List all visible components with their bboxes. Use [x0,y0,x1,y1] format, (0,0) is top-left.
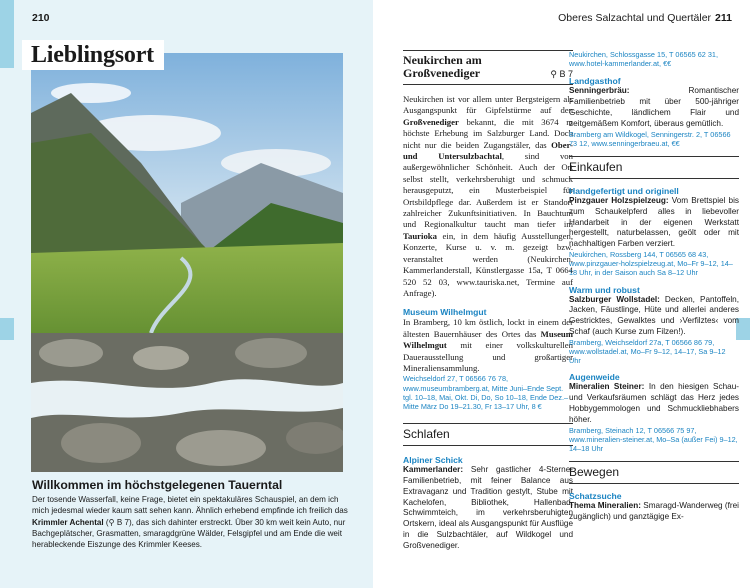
text: Neukirchen ist vor allem unter Bergsteigern als Ausgangspunkt für Gipfelstürme auf den [403,94,573,116]
text: Vom Brettspiel bis zum Schaukelpferd alles in liebevoller Handarbeit in der eigenen Werkstatt hergestellt, naturbelassen, geölt oder mit nachhaltigen Farben verziert. [569,196,739,249]
text: Decken, Pantoffeln, Jacken, Fäustlinge, Hüte und allerlei anderes Gestricktes, Gewalktes und ›Verfilztes‹ vom Schaf (auch Kurse zum Filzen!). [569,294,739,336]
bold-text: Ober- und Untersulzbachtal [403,139,573,162]
hotel-address: Neukirchen, Schlossgasse 15, T 06565 62 31, www.hotel-kammerlander.at, €€ [569,50,719,69]
article-heading: Willkommen im höchstgelegenen Tauerntal [32,478,283,492]
museum-title: Museum Wilhelmgut [403,307,487,318]
bold-text: Salzburger Wollstadel: [569,294,660,304]
text: ein, in dem häufig Ausstellungen, Konzerte, Kurse u. v. m. gezeigt bzw. veranstaltet werden (Neukirchen, Kammerlanderstall, Künstlergasse 15a, T 0664 520 52 03, www.tauriska.net, Termine auf Anfrage). [403,230,573,298]
bold-text: Mineralien Steiner: [569,382,645,392]
bold-text: Senningerbräu: [569,86,630,96]
bold-text: Kammerlander: [403,465,464,475]
map-ref: B 7 [116,517,129,527]
shop-address: Neukirchen, Rossberg 144, T 06565 68 43, www.pinzgauer-holzspielzeug.at, Mo–Fr 9–12, 14–18 Uhr, in der Saison auch Sa 8–12 Uhr [569,249,733,278]
hotel-text [403,465,573,551]
shop-text [569,196,739,250]
chapter-title: Oberes Salzachtal und Quertäler [558,12,712,24]
page-number: 211 [715,12,732,24]
text: In Bramberg, 10 km östlich, lockt in einem der ältesten Bauernhäuser des Ortes das [403,317,573,339]
bold-text: Thema Mineralien: [569,501,641,511]
gasthof-text [569,86,739,129]
bold-text: Großvenediger [403,116,459,127]
shop-text [569,295,739,338]
bold-text: Pinzgauer Holzspielzeug: [569,196,669,205]
gasthof-address: Bramberg am Wildkogel, Senningerstr. 2, T 06566 73 12, www.senningerbraeu.at, €€ [569,129,731,148]
text: mit einer volkskulturellen Dauerausstellung und großartiger Mineraliensammlung. [403,340,573,373]
museum-address: Weichseldorf 27, T 06566 76 78, www.museumbramberg.at, Mitte Juni–Ende Sept. tgl. 10–18, Mai, Okt. Di, Do, So 10–18, Ende Dez.–Mitte März Do 19–21.30, Fr 13–17 Uhr, 8 € [403,374,569,411]
text: In den hiesigen Schau- und Verkaufsräumen schlägt das Herz jedes Hobbygemmologen und Schmuckliebhabers höher. [569,382,739,424]
bold-text: Museum Wilhelmgut [403,328,573,351]
intro-text [403,94,573,299]
page-number: 210 [32,12,50,24]
text: bekannt, die mit 3674 m höchste Erhebung im Salzburger Land. Doch nicht nur die beiden Zugangstäler, das [403,116,573,150]
activity-text [569,501,739,523]
edge-tab [0,0,14,68]
text: Sehr gastlicher 4-Sterne-Familienbetrieb, mit feiner Balance aus Extravaganz und Tradition gestylt, Stube mit Kachelofen, Bibliothek, Hallenbad, Schwimmteich, im verkehrsberuhigten Ortskern, ideal als Ausgangspunkt für Ausflüge in die Sulzbachtäler, auf Wildkogel und Großvenediger. [403,465,573,550]
edge-tab [0,318,14,340]
place-title: Großvenediger [403,66,481,80]
article-lead: Der tosende Wasserfall, keine Frage, bietet ein spektakuläres Schauspiel, an dem ich mich jedesmal wieder kaum satt sehen kann. Ähnlich erhebend empfinde ich freilich das Krimmler Achental (⚲ B 7), das sich dahinter erstreckt. Über 30 km weit kein Auto, nur Bachgeplätscher, Grasmatten, smaragdgrüne Wälder, Felsgipfel und am Ende die weit herableckende Eiszunge des Krimmler Keeses. [32,495,348,550]
map-pin-icon: ⚲ [108,517,115,527]
gasthof-title: Landgasthof [569,76,621,87]
column-2 [569,50,739,523]
running-head [558,12,732,24]
lead-bold: Krimmler Achental [32,517,104,527]
museum-text [403,317,573,374]
hotel-title: Alpiner Schick [403,455,463,466]
left-page [0,0,373,588]
bold-text: Taurioka [403,230,437,241]
column-1 [403,50,573,552]
activity-title: Schatzsuche [569,491,622,502]
section-einkaufen: Einkaufen [569,156,739,179]
right-page [373,0,750,588]
place-heading [403,50,573,85]
map-ref-text: B 7 [559,69,573,79]
shop-address: Bramberg, Steinach 12, T 06566 75 97, www.mineralien-steiner.at, Mo–Sa (außer Fei) 9–12, 14–18 Uhr [569,425,738,453]
landscape-illustration [31,53,343,472]
map-pin-icon: ⚲ [550,69,557,79]
shop-address: Bramberg, Weichseldorf 27a, T 06566 86 79, www.wollstadel.at, Mo–Fr 9–12, 14–17, Sa 9–12 Uhr [569,337,726,366]
mountain-valley-photo [31,53,343,472]
shop-title: Handgefertigt und originell [569,186,679,196]
section-schlafen: Schlafen [403,423,573,446]
shop-text [569,382,739,425]
lieblingsort-badge: Lieblingsort [22,40,164,70]
section-bewegen: Bewegen [569,461,739,484]
text: Romantischer Familienbetrieb mit über 500-jähriger Geschichte, ländlichem Flair und zeitgemäßem Komfort, überaus gemütlich. [569,86,739,128]
text: Smaragd-Wanderweg (frei zugänglich) und ganztägige Ex- [569,501,740,521]
shop-title: Warm und robust [569,284,640,295]
place-title: Neukirchen am [403,53,482,67]
lead-text: Der tosende Wasserfall, keine Frage, bietet ein spektakuläres Schauspiel, an dem ich mich jedesmal wieder kaum satt sehen kann. Ähnlich erhebend empfinde ich freilich das [32,495,348,516]
text: , sind von außergewöhnlicher Schönheit. Auch der Ort selbst stellt, verkehrsberuhigt und schmuck herausgeputzt, ein Musterbeispiel für Ortsbildpflege dar. Außerdem ist er Standort zahlreicher Zukunftsinitiativen. In Bauchtum und Regionalkultur taucht man tiefer im [403,151,573,230]
shop-title: Augenweide [569,372,620,383]
lead-text: , das sich dahinter erstreckt. Über 30 km weit kein Auto, nur Bachgeplätscher, Grasmatten, smaragdgrüne Wälder, Felsgipfel und am Ende die weit herableckende Eiszunge des Krimmler Keeses. [32,517,346,550]
